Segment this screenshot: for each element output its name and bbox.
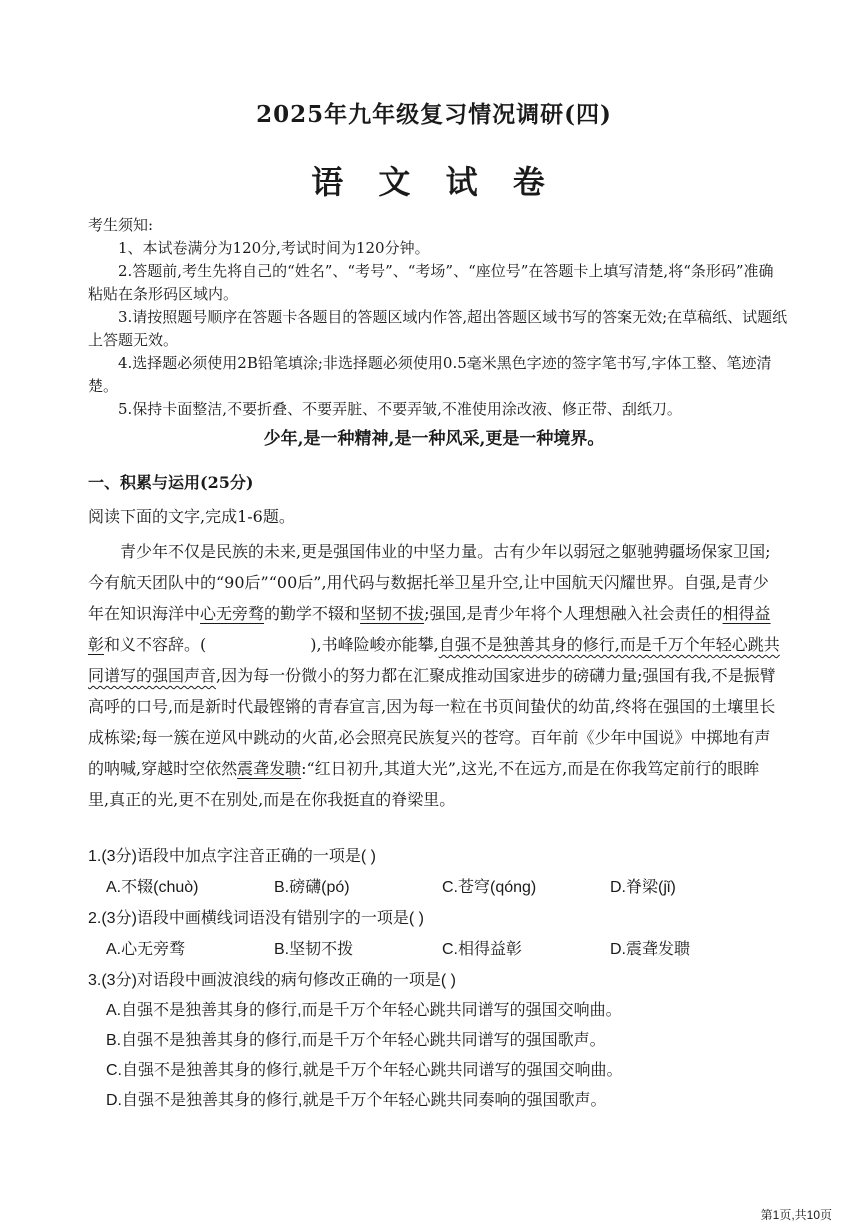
question-list — [88, 842, 788, 1116]
option-a: A.自强不是独善其身的修行,而是千万个年轻心跳共同谱写的强国交响曲。 — [106, 1002, 622, 1019]
notice-heading: 考生须知: — [88, 216, 154, 234]
option-d: D.震聋发聩 — [610, 941, 691, 958]
page-number: 第1页,共10页 — [760, 1208, 832, 1222]
notice-item: 4.选择题必须使用2B铅笔填涂;非选择题必须使用0.5毫米黑色字迹的签字笔书写,字体工整、笔迹清楚。 — [88, 354, 772, 395]
notice-item: 3.请按照题号顺序在答题卡各题目的答题区域内作答,超出答题区域书写的答案无效;在草稿纸、试题纸上答题无效。 — [88, 308, 788, 349]
option-d: D.脊梁(jǐ) — [610, 879, 676, 896]
notice-item: 2.答题前,考生先将自己的“姓名”、“考号”、“考场”、“座位号”在答题卡上填写清楚,将“条形码”准确粘贴在条形码区域内。 — [88, 262, 774, 303]
option-c: C.自强不是独善其身的修行,就是千万个年轻心跳共同谱写的强国交响曲。 — [106, 1062, 623, 1079]
option-list — [88, 996, 788, 1116]
notice-item: 1、本试卷满分为120分,考试时间为120分钟。 — [118, 239, 430, 257]
question-stem: 3.(3分)对语段中画波浪线的病句修改正确的一项是( ) — [88, 972, 457, 989]
passage-text: 青少年不仅是民族的未来,更是强国伟业的中坚力量。古有少年以弱冠之躯驰骋疆场保家卫国;今有航天团队中的“90后”“00后”,用代码与数据托举卫星升空,让中国航天闪耀世界。自强,是青少年在知识海洋中 — [88, 542, 771, 623]
option-b: B.自强不是独善其身的修行,而是千万个年轻心跳共同谱写的强国歌声。 — [106, 1032, 606, 1049]
passage-text: 和义不容辞。( — [104, 635, 207, 654]
option-c: C.苍穹(qóng) — [442, 879, 537, 896]
underlined-term: 震聋发聩 — [237, 759, 302, 778]
notice-item: 5.保持卡面整洁,不要折叠、不要弄脏、不要弄皱,不准使用涂改液、修正带、刮纸刀。 — [118, 400, 682, 418]
reading-passage — [88, 536, 780, 815]
underlined-term: 相得益彰 — [88, 604, 771, 654]
underlined-term: 坚韧不拔 — [360, 604, 425, 623]
exam-header — [0, 96, 868, 203]
option-b: B.磅礴(pó) — [274, 879, 350, 896]
passage-text: ),书峰险峻亦能攀, — [310, 635, 439, 654]
passage-text: ,因为每一份微小的努力都在汇聚成推动国家进步的磅礴力量;强国有我,不是振臂高呼的口号,而是新时代最铿锵的青春宣言,因为每一粒在书页间蛰伏的幼苗,终将在强国的土壤里长成栋梁;每一簇在逆风中跳动的火苗,必会照亮民族复兴的苍穹。百年前《少年中国说》中掷地有声的呐喊,穿越时空依然 — [88, 666, 776, 778]
section-heading: 一、积累与运用(25分) — [88, 473, 254, 492]
slogan: 少年,是一种精神,是一种风采,更是一种境界。 — [263, 429, 605, 449]
option-a: A.心无旁骛 — [106, 941, 186, 958]
option-d: D.自强不是独善其身的修行,就是千万个年轻心跳共同奏响的强国歌声。 — [106, 1092, 607, 1109]
exam-title: 2025年九年级复习情况调研(四) — [256, 101, 612, 128]
option-b: B.坚韧不拨 — [274, 941, 354, 958]
underlined-term: 心无旁骛 — [200, 604, 265, 623]
exam-subject: 语 文 试 卷 — [311, 163, 557, 201]
question-3 — [88, 966, 788, 1116]
candidate-notice — [88, 214, 788, 421]
question-1 — [88, 842, 788, 904]
passage-text: 的勤学不辍和 — [264, 604, 361, 623]
question-stem: 2.(3分)语段中画横线词语没有错别字的一项是( ) — [88, 910, 425, 927]
question-2 — [88, 904, 788, 966]
option-c: C.相得益彰 — [442, 941, 523, 958]
question-stem: 1.(3分)语段中加点字注音正确的一项是( ) — [88, 848, 377, 865]
passage-text: ;强国,是青少年将个人理想融入社会责任的 — [424, 604, 723, 623]
passage-text: :“红日初升,其道大光”,这光,不在远方,而是在你我笃定前行的眼眸里,真正的光,更不在别处,而是在你我挺直的脊梁里。 — [88, 759, 760, 809]
option-list — [88, 934, 788, 966]
reading-instruction: 阅读下面的文字,完成1-6题。 — [88, 507, 295, 526]
wavy-underlined-sentence: 自强不是独善其身的修行,而是千万个年轻心跳共同谱写的强国声音 — [88, 635, 780, 685]
option-list — [88, 872, 788, 904]
option-a: A.不辍(chuò) — [106, 879, 199, 896]
